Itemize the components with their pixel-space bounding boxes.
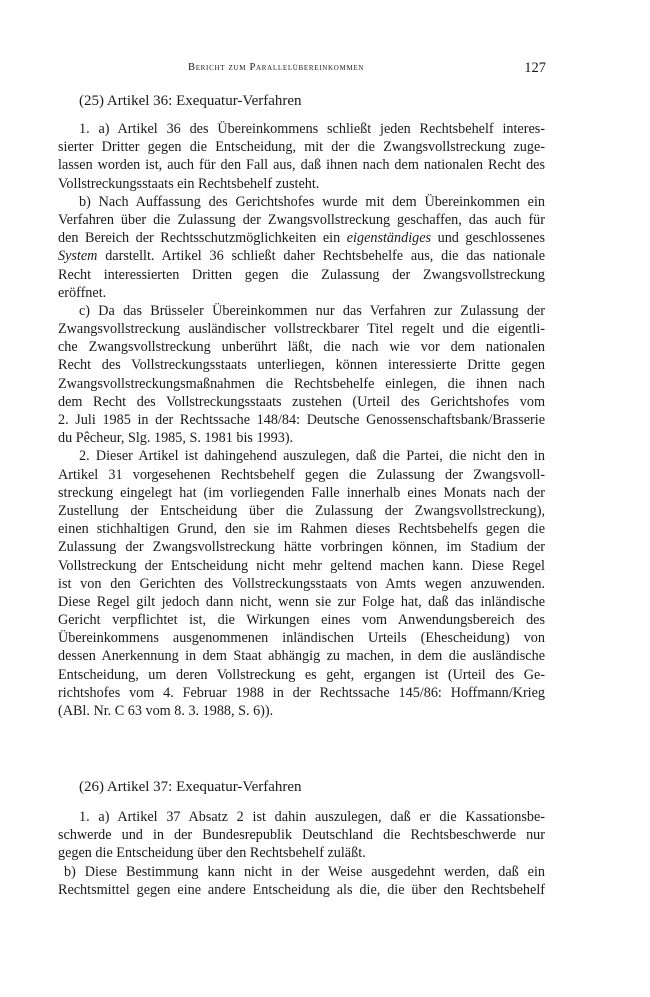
text-line: 1. a) Artikel 36 des Übereinkommens schließt jeden Rechtsbehelf interes- [79,121,545,137]
text-line: Gericht verpflichtet ist, die Wirkungen eines vom Anwendungsbereich des [58,612,545,629]
text-line: Zulassung der Zwangsvollstreckung hätte vorbringen können, im Stadium der [58,539,545,556]
text-line: richtshofes vom 4. Februar 1988 in der Rechtssache 145/86: Hoffmann/Krieg [58,684,545,701]
text-line: lassen worden ist, auch für den Fall aus, daß ihnen nach dem nationalen Recht des [58,157,545,174]
text-line: Rechtsmittel gegen eine andere Entscheidung als die, die über den Rechtsbehelf [58,881,545,898]
section-26-body [58,808,545,899]
text-line: 1. a) Artikel 37 Absatz 2 ist dahin auszulegen, daß er die Kassationsbe- [79,809,545,825]
text-line: gegen die Entscheidung über den Rechtsbehelf zuläßt. [58,845,366,862]
text-line: ist von den Gerichten des Vollstreckungsstaats von Amts wegen anzuwenden. [58,575,545,592]
text-line: Recht interessierten Dritten gegen die Zulassung der Zwangsvollstreckung [58,266,545,283]
text-line: Übereinkommens ausgenommenen inländischen Urteils (Ehescheidung) von [58,630,545,647]
text-line: Vollstreckungsstaats ein Rechtsbehelf zusteht. [58,175,320,192]
text-line: che Zwangsvollstreckung unberührt läßt, die nach wie vor dem nationalen [58,339,545,356]
text-line: Entscheidung, um deren Vollstreckung es geht, ergangen ist (Urteil des Ge- [58,666,545,683]
text-line: (ABl. Nr. C 63 vom 8. 3. 1988, S. 6)). [58,703,274,719]
text-line: System darstellt. Artikel 36 schließt daher Rechtsbehelfe aus, die das nationale [58,248,545,265]
page-number: 127 [524,60,546,76]
text-line: den Bereich der Rechtsschutzmöglichkeiten ein eigenständiges und geschlossenes [58,230,545,247]
section-heading-26: (26) Artikel 37: Exequatur-Verfahren [79,779,302,795]
text-line: Artikel 31 vorgesehenen Rechtsbehelf gegen die Zulassung der Zwangsvoll- [58,466,545,483]
text-line: sierter Dritter gegen die Entscheidung, mit der die Zwangsvollstreckung zuge- [58,139,545,156]
text-line: Zustellung der Entscheidung über die Zulassung der Zwangsvollstreckung), [58,502,545,519]
text-line: einen stichhaltigen Grund, den sie im Rahmen dieses Rechtsbehelfs gegen die [58,521,545,538]
text-line: Zwangsvollstreckung ausländischer vollstreckbarer Titel regelt und die eigentli- [58,321,545,338]
text-line: 2. Juli 1985 in der Rechtssache 148/84: Deutsche Genossenschaftsbank/Brasserie [58,412,545,428]
text-line: dessen Anerkennung in dem Staat abhängig zu machen, in dem die ausländische [58,648,545,665]
text-line: b) Nach Auffassung des Gerichtshofes wurde mit dem Übereinkommen ein [79,193,545,210]
text-line: Verfahren über die Zulassung der Zwangsvollstreckung geschaffen, das auch für [58,211,545,228]
text-line: dem Recht des Vollstreckungsstaats zustehen (Urteil des Gerichtshofes vom [58,393,545,410]
text-line: Zwangsvollstreckungsmaßnahmen die Rechtsbehelfe einlegen, die ihnen nach [58,375,545,392]
text-line: du Pêcheur, Slg. 1985, S. 1981 bis 1993). [58,430,294,447]
text-line: streckung eingelegt hat (im vorliegenden Falle innerhalb eines Monats nach der [58,484,545,501]
text-line: schwerde und in der Bundesrepublik Deutschland die Rechtsbeschwerde nur [58,827,545,844]
text-line: Vollstreckung der Entscheidung nicht mehr geltend machen kann. Diese Regel [58,557,545,574]
section-heading-25: (25) Artikel 36: Exequatur-Verfahren [79,93,302,109]
text-line: c) Da das Brüsseler Übereinkommen nur das Verfahren zur Zulassung der [79,302,545,319]
section-25-body [58,120,545,720]
running-title: Bericht zum Parallelübereinkommen [188,62,365,73]
text-line: Recht des Vollstreckungsstaats unterliegen, können interessierte Dritte gegen [58,357,545,374]
text-line: Diese Regel gilt jedoch dann nicht, wenn sie zur Folge hat, daß das inländische [58,593,545,610]
text-line: b) Diese Bestimmung kann nicht in der Weise ausgedehnt werden, daß ein [64,863,545,880]
text-line: eröffnet. [58,284,107,301]
page-header [108,60,546,80]
text-line: 2. Dieser Artikel ist dahingehend auszulegen, daß die Partei, die nicht den in [79,448,545,465]
